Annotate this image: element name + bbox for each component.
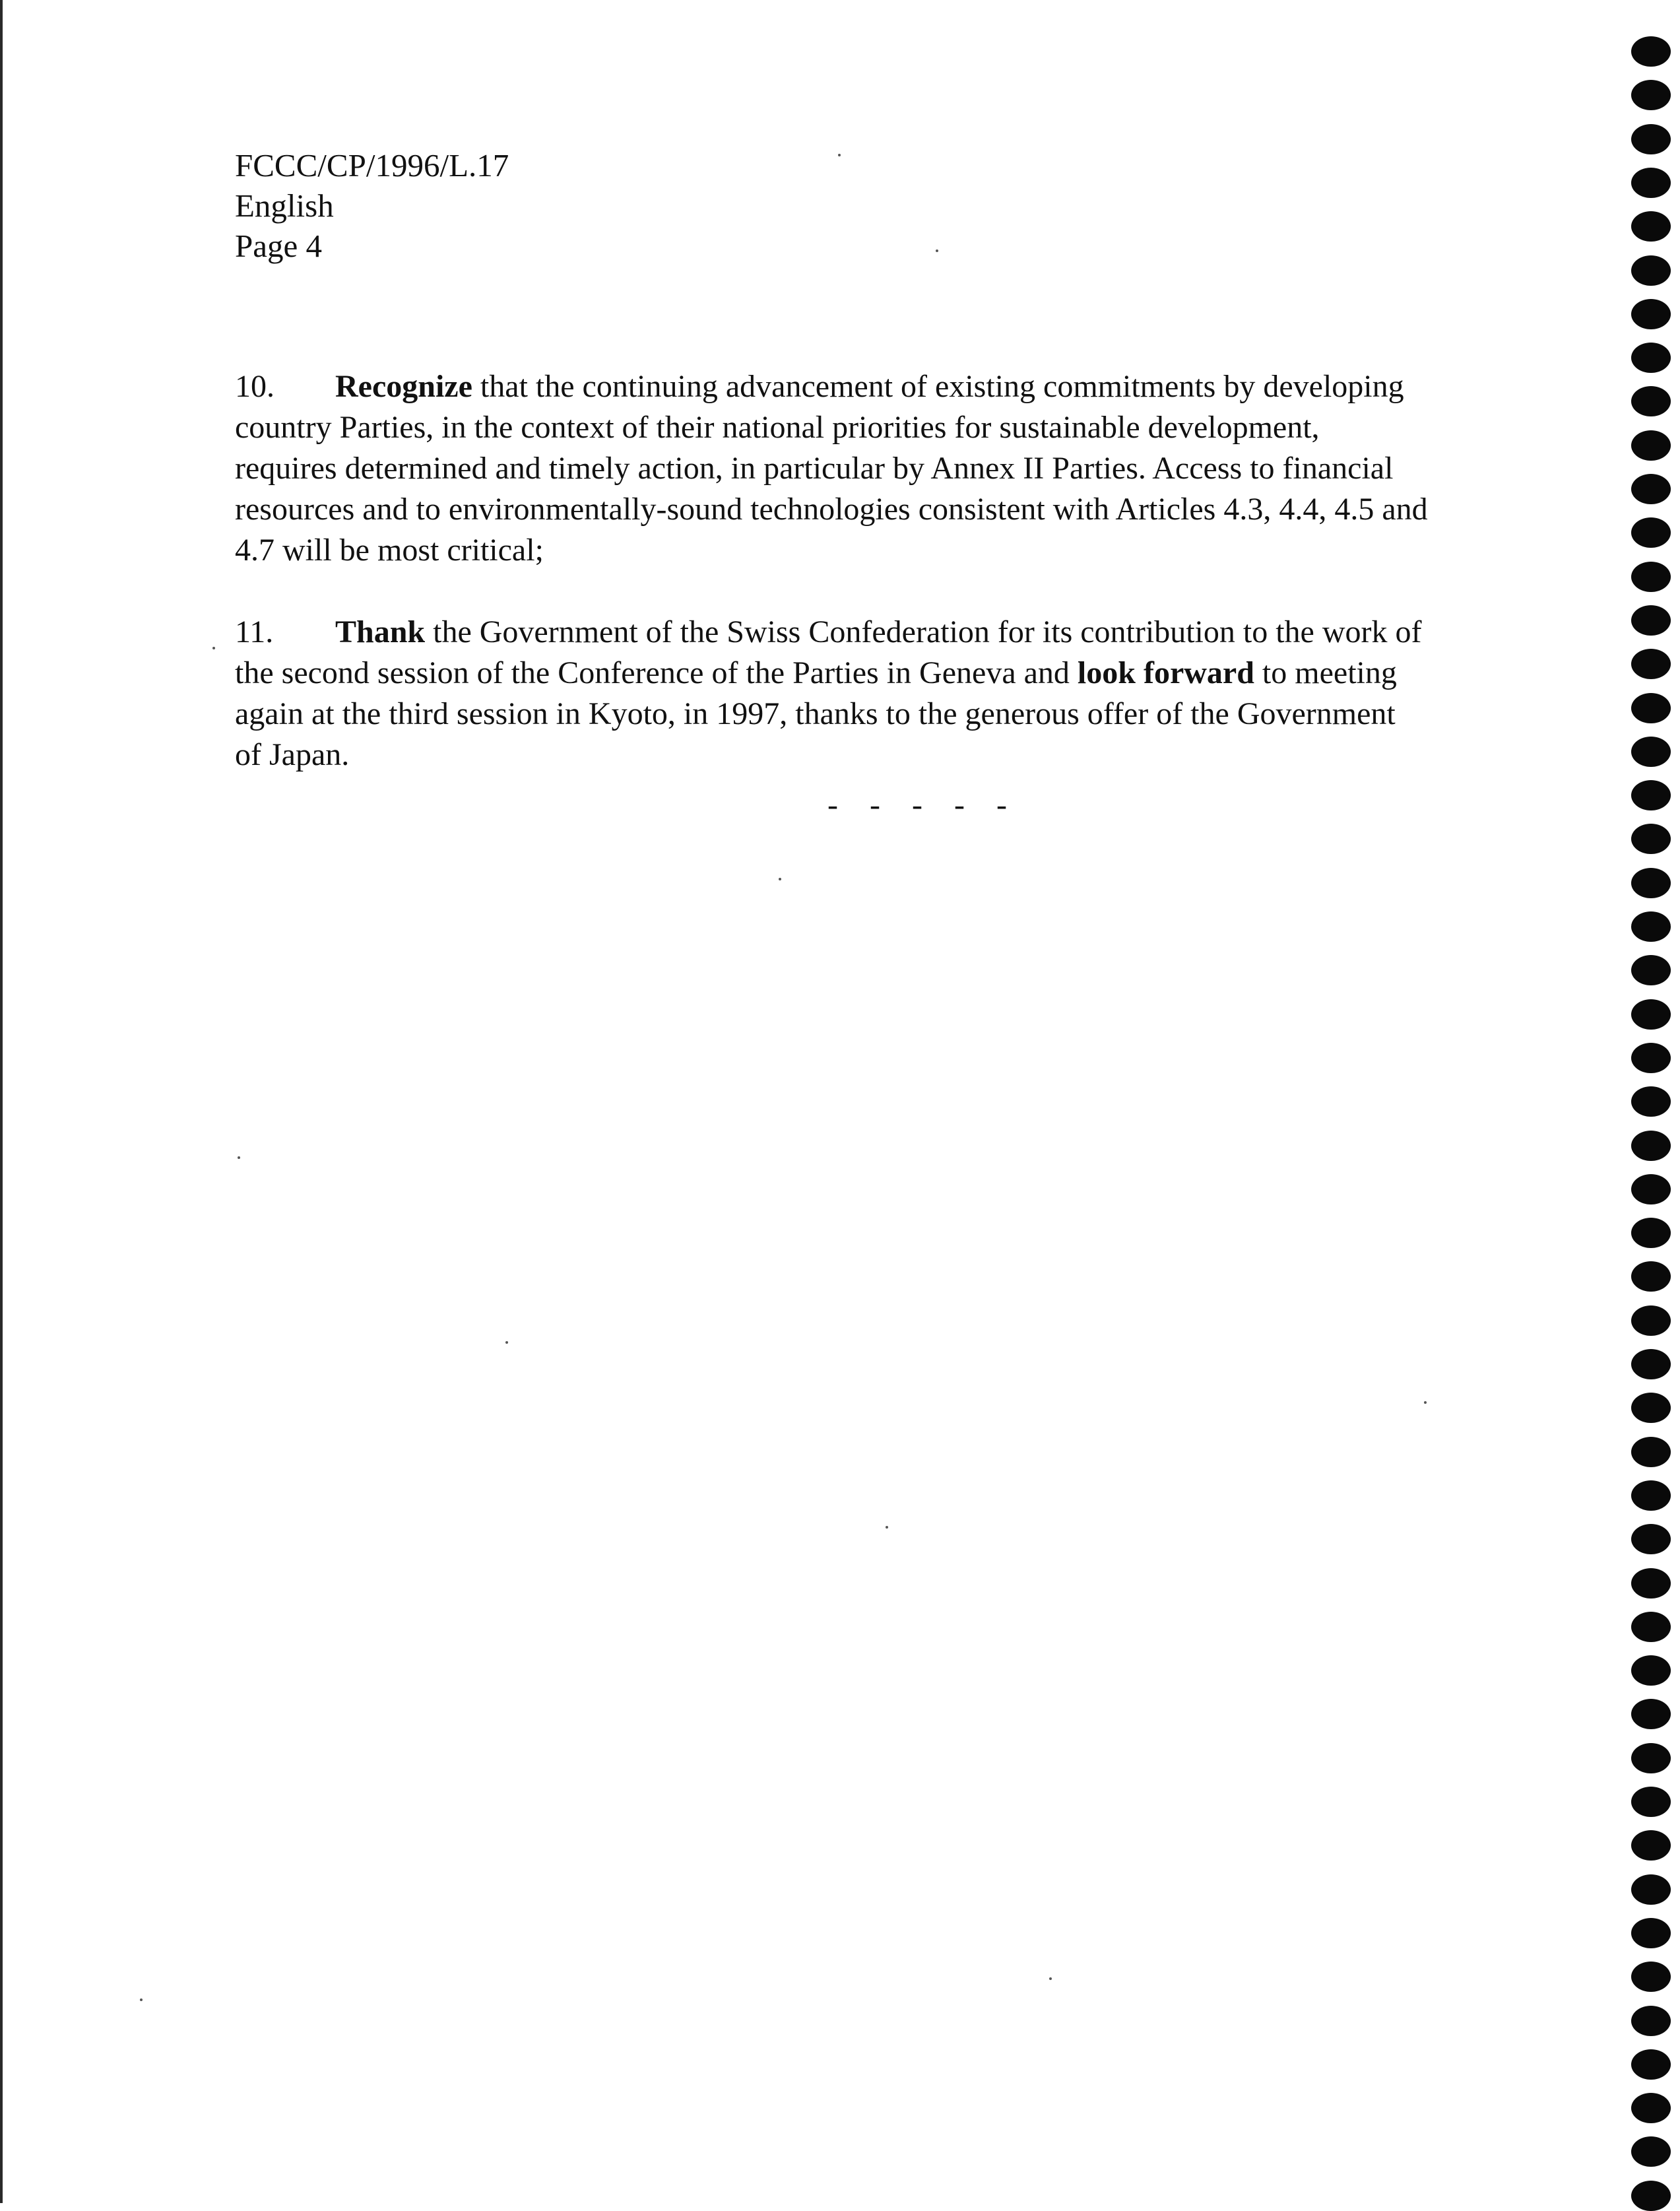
binding-hole [1631, 1349, 1671, 1379]
paragraph-line: of Japan. [235, 737, 350, 772]
binding-hole [1631, 36, 1671, 67]
binding-hole [1631, 299, 1671, 329]
paragraph-line [235, 612, 1541, 653]
binding-hole [1631, 562, 1671, 592]
binding-hole [1631, 1655, 1671, 1686]
scan-speck [936, 249, 938, 252]
binding-hole [1631, 737, 1671, 767]
binding-hole [1631, 1699, 1671, 1729]
paragraph-number: 11. [235, 614, 274, 649]
binding-hole [1631, 386, 1671, 416]
binding-hole [1631, 1962, 1671, 1992]
binding-hole [1631, 1437, 1671, 1467]
end-of-document-mark: - - - - - [827, 787, 1019, 822]
binding-hole [1631, 474, 1671, 504]
document-language: English [235, 187, 334, 224]
binding-hole [1631, 1086, 1671, 1117]
line-text: the second session of the Conference of the Parties in Geneva and [235, 655, 1078, 690]
binding-hole [1631, 1874, 1671, 1905]
binding-hole [1631, 517, 1671, 548]
binding-hole [1631, 255, 1671, 286]
binding-hole [1631, 1174, 1671, 1204]
binding-hole [1631, 649, 1671, 679]
binding-hole [1631, 430, 1671, 461]
binding-hole [1631, 1787, 1671, 1817]
binding-hole [1631, 780, 1671, 810]
scan-speck [886, 1526, 888, 1529]
binding-hole [1631, 168, 1671, 198]
paragraph-10 [235, 366, 1541, 571]
line-text: to meeting [1254, 655, 1397, 690]
binding-hole [1631, 999, 1671, 1030]
binding-hole [1631, 1524, 1671, 1554]
scan-speck [140, 1998, 143, 2001]
binding-hole [1631, 911, 1671, 942]
binding-hole [1631, 80, 1671, 110]
binding-hole [1631, 955, 1671, 985]
scan-speck [838, 154, 841, 156]
binding-hole [1631, 343, 1671, 373]
binding-hole [1631, 1743, 1671, 1773]
paragraph-11 [235, 612, 1541, 776]
operative-verb: Thank [335, 614, 426, 649]
binding-holes-strip [1621, 0, 1680, 2203]
paragraph-line [235, 653, 1541, 694]
binding-hole [1631, 2136, 1671, 2167]
paragraph-line [235, 366, 1541, 407]
line-text: the Government of the Swiss Confederation for its contribution to the work of [425, 614, 1422, 649]
document-body [235, 366, 1541, 816]
binding-hole [1631, 1612, 1671, 1642]
paragraph-line: requires determined and timely action, in particular by Annex II Parties. Access to financial [235, 451, 1394, 486]
scan-speck [238, 1156, 240, 1159]
operative-verb: look forward [1077, 655, 1254, 690]
scan-speck [1424, 1401, 1427, 1404]
binding-hole [1631, 2006, 1671, 2036]
paragraph-number: 10. [235, 369, 275, 404]
binding-hole [1631, 1218, 1671, 1248]
binding-hole [1631, 693, 1671, 723]
binding-hole [1631, 1305, 1671, 1336]
binding-hole [1631, 824, 1671, 854]
binding-hole [1631, 1393, 1671, 1423]
paragraph-line: resources and to environmentally-sound technologies consistent with Articles 4.3, 4.4, 4.5 and [235, 492, 1428, 527]
document-header [235, 145, 509, 266]
paragraph-line: country Parties, in the context of their national priorities for sustainable development, [235, 410, 1320, 445]
binding-hole [1631, 868, 1671, 898]
binding-hole [1631, 1480, 1671, 1511]
operative-verb: Recognize [335, 369, 472, 404]
binding-hole [1631, 2093, 1671, 2123]
binding-hole [1631, 2049, 1671, 2080]
line-text: that the continuing advancement of existing commitments by developing [472, 369, 1404, 404]
paragraph-line: again at the third session in Kyoto, in 1997, thanks to the generous offer of the Government [235, 696, 1396, 731]
binding-hole [1631, 605, 1671, 636]
binding-hole [1631, 124, 1671, 154]
binding-hole [1631, 1918, 1671, 1948]
binding-hole [1631, 1830, 1671, 1861]
document-symbol: FCCC/CP/1996/L.17 [235, 147, 509, 183]
scan-left-edge [0, 0, 3, 2203]
binding-hole [1631, 1131, 1671, 1161]
binding-hole [1631, 211, 1671, 242]
binding-hole [1631, 2181, 1671, 2211]
paragraph-line: 4.7 will be most critical; [235, 533, 544, 568]
page-number: Page 4 [235, 228, 322, 264]
binding-hole [1631, 1261, 1671, 1292]
binding-hole [1631, 1568, 1671, 1599]
binding-hole [1631, 1043, 1671, 1073]
scan-speck [212, 647, 215, 649]
scan-speck [779, 878, 781, 880]
scan-speck [1049, 1977, 1052, 1980]
scan-speck [505, 1341, 508, 1344]
